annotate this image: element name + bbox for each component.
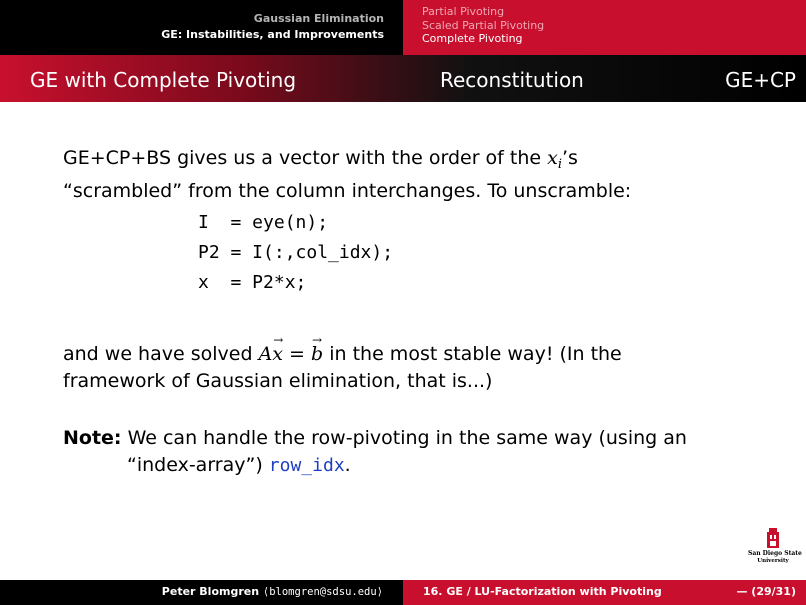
footer-bar — [0, 580, 806, 605]
slide-body — [63, 145, 783, 479]
code-line: I = eye(n); — [198, 212, 329, 233]
logo-text-line-1: San Diego State — [748, 550, 802, 557]
note-text: We can handle the row-pivoting in the same way (using an — [121, 427, 687, 449]
frame-title: GE with Complete Pivoting — [30, 68, 297, 92]
math-A: A — [258, 343, 273, 365]
footer-lecture-title: 16. GE / LU-Factorization with Pivoting — [423, 585, 662, 598]
code-line: P2 = I(:,col_idx); — [198, 242, 394, 263]
logo-text-line-2: University — [757, 558, 789, 564]
campanile-icon — [765, 528, 781, 548]
note-label: Note: — [63, 427, 122, 449]
note-period: . — [344, 454, 351, 476]
frame-title-bar — [0, 55, 806, 102]
subsection-title[interactable]: GE: Instabilities, and Improvements — [161, 28, 384, 41]
paragraph-intro — [63, 145, 783, 205]
frame-subtitle: Reconstitution — [440, 68, 584, 92]
subsection-link-partial-pivoting[interactable]: Partial Pivoting — [422, 5, 505, 18]
math-equals: = — [283, 343, 312, 365]
note-line-1 — [63, 425, 783, 452]
footer-title-panel — [403, 580, 806, 605]
math-vector-x: → x — [272, 341, 283, 368]
frame-tag: GE+CP — [725, 68, 796, 92]
section-title[interactable]: Gaussian Elimination — [253, 12, 384, 25]
code-line: x = P2*x; — [198, 272, 307, 293]
subsection-link-scaled-partial-pivoting[interactable]: Scaled Partial Pivoting — [422, 18, 545, 32]
footer-page-number: — (29/31) — [736, 585, 796, 598]
math-subscript-i: i — [557, 157, 563, 172]
result-line-2: framework of Gaussian elimination, that is...) — [63, 370, 493, 392]
intro-line-2: “scrambled” from the column interchanges. To unscramble: — [63, 180, 632, 202]
intro-suffix: ’s — [562, 147, 578, 169]
paragraph-result — [63, 341, 783, 395]
note-line-2 — [127, 452, 783, 479]
header-navigation — [0, 0, 806, 55]
header-section-panel — [0, 0, 403, 55]
row-idx-code: row_idx — [268, 455, 345, 476]
math-x: x — [547, 147, 558, 169]
header-subsection-panel — [403, 0, 806, 55]
note-block — [63, 425, 783, 479]
footer-author-panel — [0, 580, 403, 605]
footer-author — [162, 585, 383, 598]
note-continuation: “index-array”) — [127, 454, 269, 476]
subsection-link-complete-pivoting[interactable]: Complete Pivoting — [422, 32, 523, 45]
intro-text: GE+CP+BS gives us a vector with the order of the — [63, 147, 548, 169]
author-name: Peter Blomgren — [161, 585, 263, 598]
author-email: ⟨blomgren@sdsu.edu⟩ — [262, 586, 383, 598]
code-block — [198, 208, 783, 298]
result-text: and we have solved — [63, 343, 259, 365]
result-line-1 — [63, 341, 783, 368]
math-vector-b: → b — [311, 341, 323, 368]
university-logo — [748, 528, 802, 568]
result-suffix: in the most stable way! (In the — [323, 343, 622, 365]
subsection-list — [422, 5, 544, 46]
intro-line-1 — [63, 145, 783, 178]
